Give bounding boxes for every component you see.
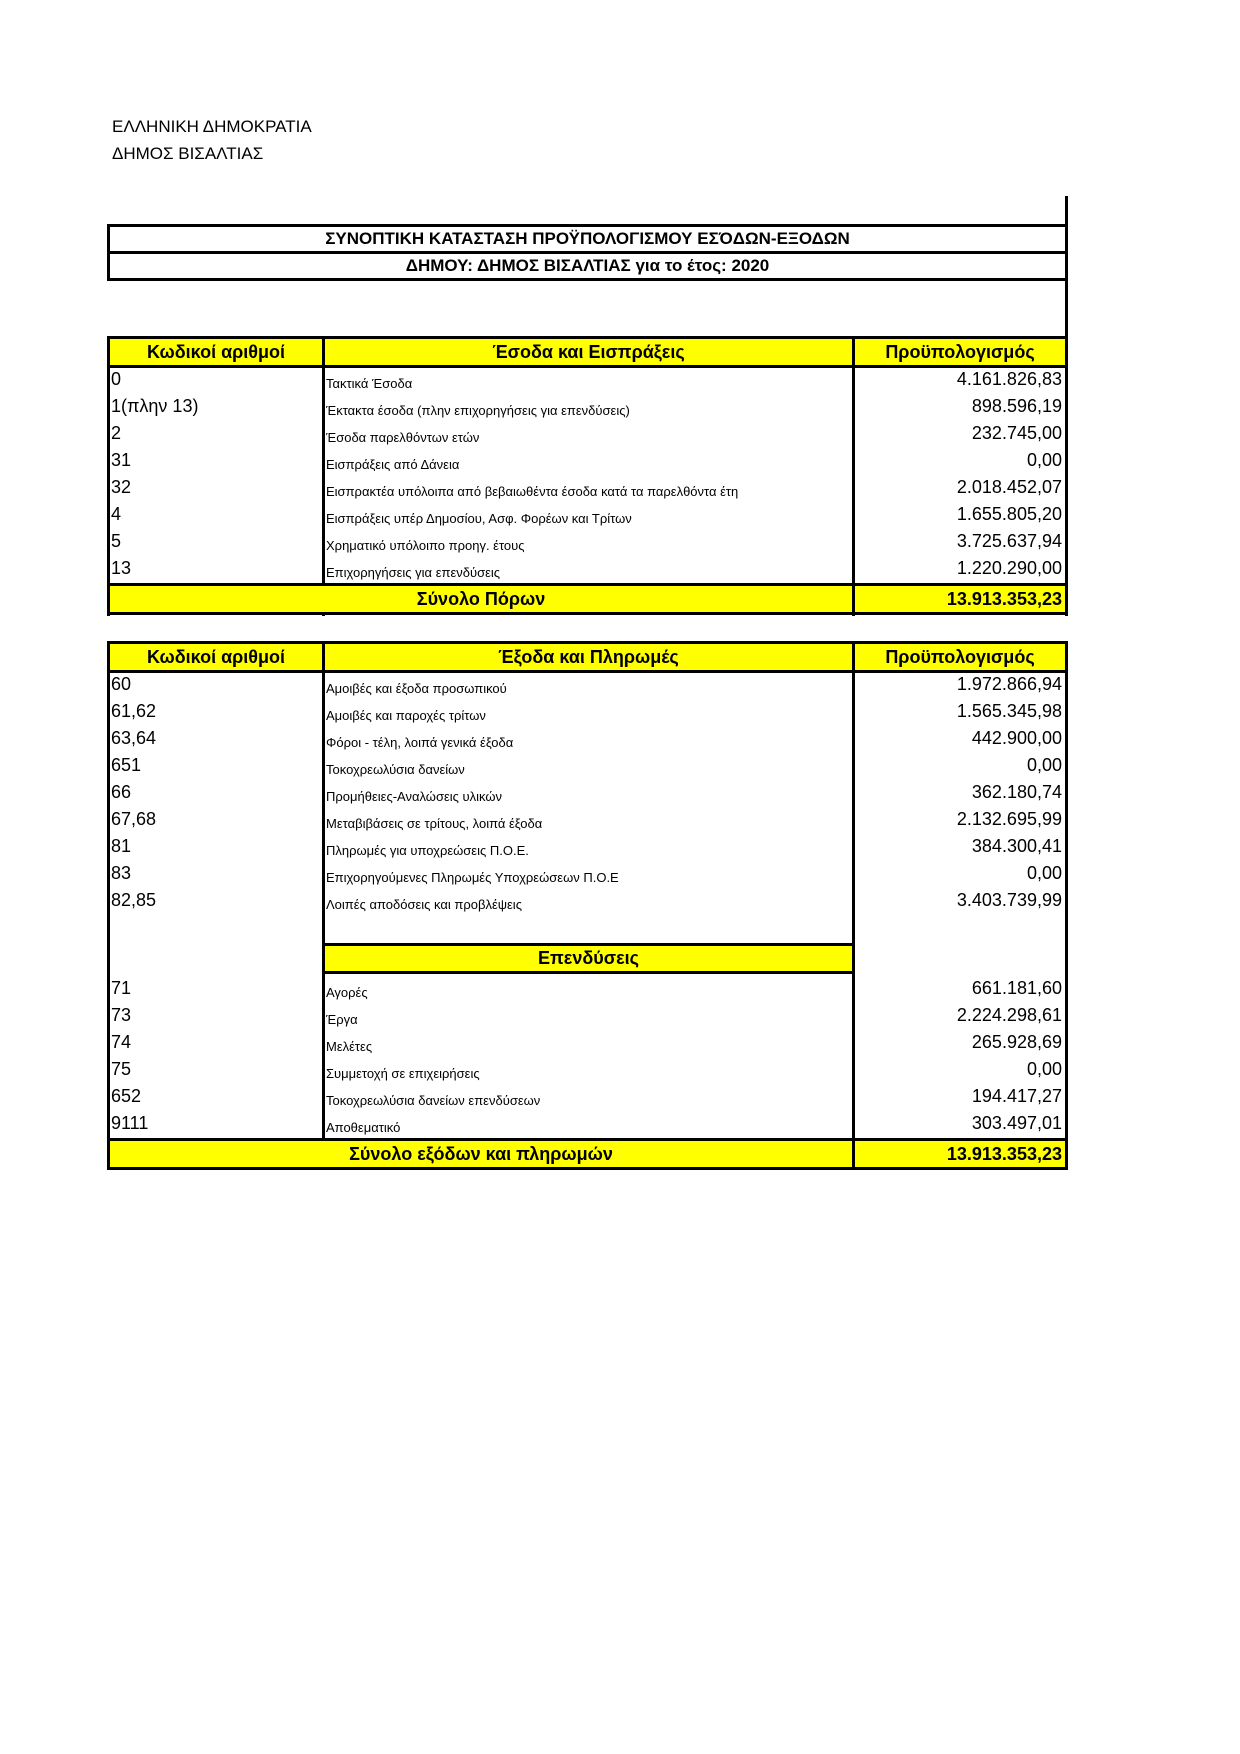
table-row bbox=[107, 1002, 1068, 1029]
table-row bbox=[107, 725, 1068, 752]
row-description: Προμήθειες-Αναλώσεις υλικών bbox=[326, 789, 503, 804]
row-description: Λοιπές αποδόσεις και προβλέψεις bbox=[326, 897, 522, 912]
row-code: 75 bbox=[111, 1059, 132, 1079]
row-amount: 898.596,19 bbox=[971, 396, 1062, 416]
row-amount: 384.300,41 bbox=[971, 836, 1062, 856]
row-description: Μελέτες bbox=[326, 1039, 373, 1054]
row-description: Αγορές bbox=[326, 985, 368, 1000]
row-description: Τοκοχρεωλύσια δανείων bbox=[326, 762, 465, 777]
row-amount: 0,00 bbox=[1026, 863, 1062, 883]
row-code: 66 bbox=[111, 782, 132, 802]
title-line-1: ΣΥΝΟΠΤΙΚΗ ΚΑΤΑΣΤΑΣΗ ΠΡΟΫΠΟΛΟΓΙΣΜΟΥ ΕΣΌΔΩΝ-ΕΞΟΔΩΝ bbox=[325, 229, 850, 248]
row-amount: 362.180,74 bbox=[971, 782, 1062, 802]
row-amount: 1.220.290,00 bbox=[956, 558, 1062, 578]
row-amount: 1.972.866,94 bbox=[956, 674, 1062, 694]
row-description: Εισπρακτέα υπόλοιπα από βεβαιωθέντα έσοδα κατά τα παρελθόντα έτη bbox=[326, 484, 739, 499]
investments-label: Επενδύσεις bbox=[538, 948, 639, 968]
col-header-budget: Προϋπολογισμός bbox=[885, 646, 1035, 667]
col-header-budget: Προϋπολογισμός bbox=[885, 341, 1035, 362]
table-row bbox=[107, 420, 1068, 447]
table-row bbox=[107, 393, 1068, 420]
table-row bbox=[107, 833, 1068, 860]
table-row bbox=[107, 975, 1068, 1002]
row-amount: 2.132.695,99 bbox=[956, 809, 1062, 829]
revenue-total-label: Σύνολο Πόρων bbox=[416, 588, 546, 609]
row-description: Έργα bbox=[326, 1012, 358, 1027]
row-code: 61,62 bbox=[111, 701, 157, 721]
row-code: 67,68 bbox=[111, 809, 157, 829]
expenses-total-amount: 13.913.353,23 bbox=[946, 1143, 1062, 1164]
row-code: 651 bbox=[111, 755, 142, 775]
col-header-code: Κωδικοί αριθμοί bbox=[146, 341, 286, 362]
row-code: 63,64 bbox=[111, 728, 157, 748]
row-code: 71 bbox=[111, 978, 132, 998]
row-description: Συμμετοχή σε επιχειρήσεις bbox=[326, 1066, 480, 1081]
row-code: 652 bbox=[111, 1086, 142, 1106]
title-line-2: ΔΗΜΟΥ: ΔΗΜΟΣ ΒΙΣΑΛΤΙΑΣ για το έτος: 2020 bbox=[405, 256, 770, 275]
row-amount: 2.224.298,61 bbox=[956, 1005, 1062, 1025]
row-amount: 0,00 bbox=[1026, 755, 1062, 775]
row-amount: 661.181,60 bbox=[971, 978, 1062, 998]
row-code: 9111 bbox=[111, 1113, 149, 1133]
row-amount: 1.655.805,20 bbox=[956, 504, 1062, 524]
row-code: 32 bbox=[111, 477, 132, 497]
row-description: Αμοιβές και παροχές τρίτων bbox=[326, 708, 486, 723]
table-row bbox=[107, 1110, 1068, 1137]
row-description: Μεταβιβάσεις σε τρίτους, λοιπά έξοδα bbox=[326, 816, 543, 831]
municipality-label: ΔΗΜΟΣ ΒΙΣΑΛΤΙΑΣ bbox=[112, 144, 264, 163]
table-row bbox=[107, 671, 1068, 698]
row-description: Έσοδα παρελθόντων ετών bbox=[326, 430, 480, 445]
row-amount: 0,00 bbox=[1026, 450, 1062, 470]
row-code: 60 bbox=[111, 674, 132, 694]
row-amount: 4.161.826,83 bbox=[956, 369, 1062, 389]
row-description: Επιχορηγήσεις για επενδύσεις bbox=[326, 565, 501, 580]
country-label: ΕΛΛΗΝΙΚΗ ΔΗΜΟΚΡΑΤΙΑ bbox=[112, 117, 312, 136]
row-amount: 1.565.345,98 bbox=[956, 701, 1062, 721]
table-row bbox=[107, 447, 1068, 474]
table-row bbox=[107, 887, 1068, 914]
row-description: Εισπράξεις υπέρ Δημοσίου, Ασφ. Φορέων και Τρίτων bbox=[326, 511, 632, 526]
table-row bbox=[107, 779, 1068, 806]
row-amount: 442.900,00 bbox=[971, 728, 1062, 748]
table-row bbox=[107, 1083, 1068, 1110]
document-title bbox=[107, 224, 1068, 254]
row-code: 2 bbox=[111, 423, 122, 443]
row-description: Έκτακτα έσοδα (πλην επιχορηγήσεις για επενδύσεις) bbox=[326, 403, 630, 418]
row-code: 13 bbox=[111, 558, 132, 578]
table-row bbox=[107, 528, 1068, 555]
table-row bbox=[107, 1029, 1068, 1056]
row-code: 4 bbox=[111, 504, 122, 524]
row-description: Αμοιβές και έξοδα προσωπικού bbox=[326, 681, 507, 696]
row-amount: 303.497,01 bbox=[971, 1113, 1062, 1133]
row-description: Τακτικά Έσοδα bbox=[326, 376, 413, 391]
row-description: Αποθεματικό bbox=[326, 1120, 401, 1135]
row-code: 31 bbox=[111, 450, 132, 470]
table-row bbox=[107, 366, 1068, 393]
table-row bbox=[107, 501, 1068, 528]
table-row bbox=[107, 698, 1068, 725]
col-header-description: Έξοδα και Πληρωμές bbox=[498, 646, 679, 667]
row-code: 83 bbox=[111, 863, 132, 883]
table-row bbox=[107, 806, 1068, 833]
row-amount: 2.018.452,07 bbox=[956, 477, 1062, 497]
col-header-description: Έσοδα και Εισπράξεις bbox=[492, 341, 685, 362]
expenses-total-label: Σύνολο εξόδων και πληρωμών bbox=[349, 1143, 613, 1164]
table-row bbox=[107, 752, 1068, 779]
row-amount: 0,00 bbox=[1026, 1059, 1062, 1079]
table-row bbox=[107, 860, 1068, 887]
row-description: Χρηματικό υπόλοιπο προηγ. έτους bbox=[326, 538, 525, 553]
row-code: 0 bbox=[111, 369, 122, 389]
document-subtitle bbox=[107, 251, 1068, 281]
row-description: Τοκοχρεωλύσια δανείων επενδύσεων bbox=[326, 1093, 541, 1108]
table-row bbox=[107, 555, 1068, 582]
row-description: Επιχορηγούμενες Πληρωμές Υποχρεώσεων Π.Ο.Ε bbox=[326, 870, 619, 885]
row-amount: 3.725.637,94 bbox=[956, 531, 1062, 551]
row-amount: 232.745,00 bbox=[971, 423, 1062, 443]
table-row bbox=[107, 1056, 1068, 1083]
row-code: 81 bbox=[111, 836, 132, 856]
row-description: Εισπράξεις από Δάνεια bbox=[326, 457, 460, 472]
row-code: 74 bbox=[111, 1032, 132, 1052]
row-description: Φόροι - τέλη, λοιπά γενικά έξοδα bbox=[326, 735, 514, 750]
row-amount: 194.417,27 bbox=[971, 1086, 1062, 1106]
row-code: 73 bbox=[111, 1005, 132, 1025]
row-description: Πληρωμές για υποχρεώσεις Π.Ο.Ε. bbox=[326, 843, 529, 858]
col-header-code: Κωδικοί αριθμοί bbox=[146, 646, 286, 667]
row-amount: 3.403.739,99 bbox=[956, 890, 1062, 910]
table-row bbox=[107, 474, 1068, 501]
revenue-total-amount: 13.913.353,23 bbox=[946, 588, 1062, 609]
row-amount: 265.928,69 bbox=[971, 1032, 1062, 1052]
row-code: 5 bbox=[111, 531, 122, 551]
row-code: 1(πλην 13) bbox=[111, 396, 199, 416]
row-code: 82,85 bbox=[111, 890, 157, 910]
